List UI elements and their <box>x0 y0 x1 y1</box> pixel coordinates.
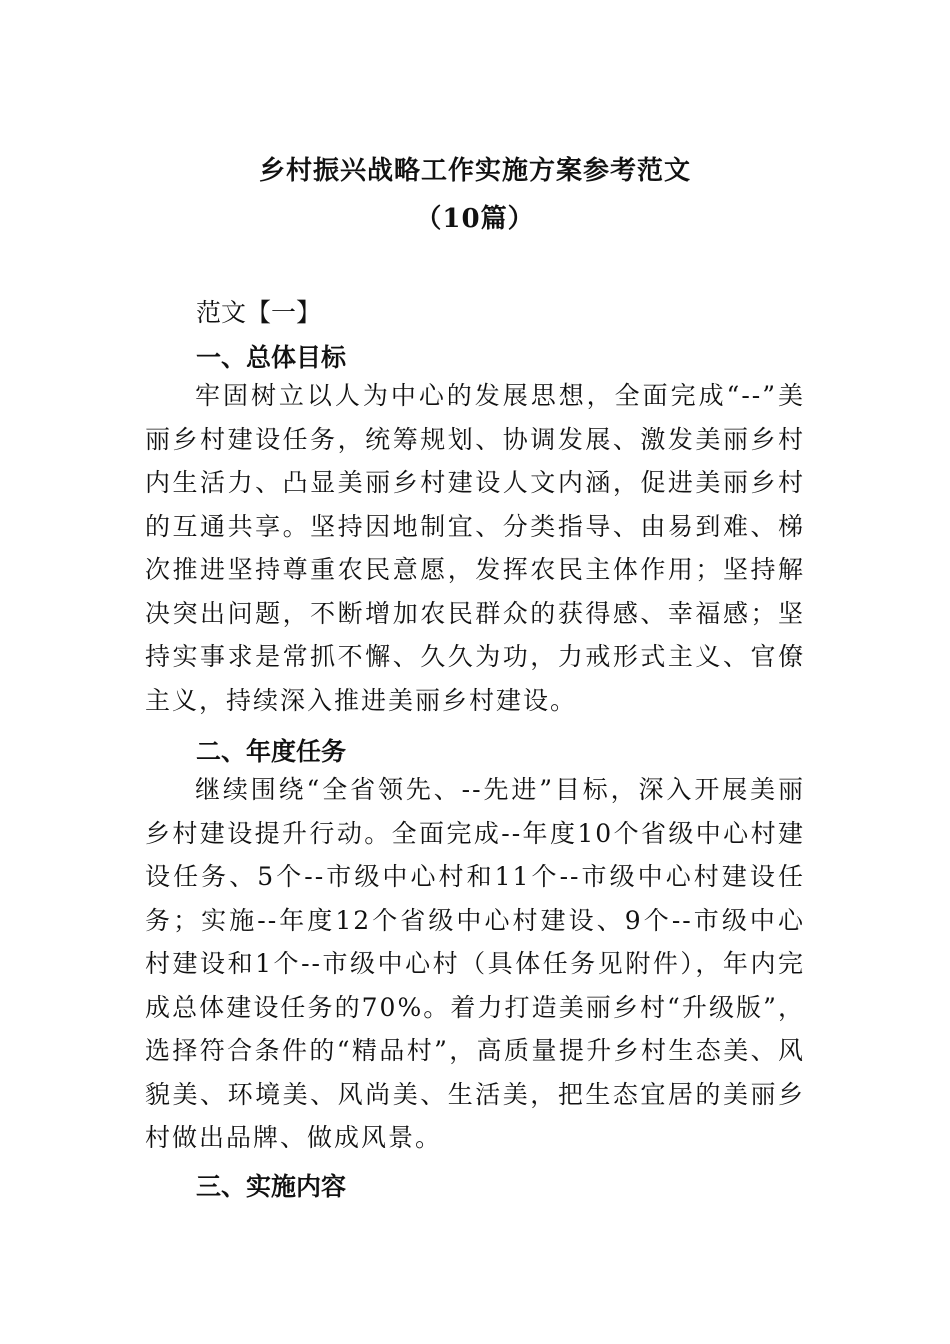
sample-label: 范文【一】 <box>196 298 322 327</box>
document-subtitle: （10篇） <box>415 204 535 234</box>
section-heading-3: 三、实施内容 <box>196 1172 347 1201</box>
section-paragraph-2: 继续围绕“全省领先、--先进”目标，深入开展美丽乡村建设提升行动。全面完成--年度10个省级中心村建设任务、5个--市级中心村和11个--市级中心村建设任务；实施--年度12个省级中心村建设、9个--市级中心村建设和1个--市级中心村（具体任务见附件），年内完成总体建设任务的70%。着力打造美丽乡村“升级版”，选择符合条件的“精品村”，高质量提升乡村生态美、风貌美、环境美、风尚美、生活美，把生态宜居的美丽乡村做出品牌、做成风景。 <box>145 775 805 1152</box>
section-heading-1: 一、总体目标 <box>196 343 347 372</box>
section-paragraph-1: 牢固树立以人为中心的发展思想，全面完成“--”美丽乡村建设任务，统筹规划、协调发展、激发美丽乡村内生活力、凸显美丽乡村建设人文内涵，促进美丽乡村的互通共享。坚持因地制宜、分类指导、由易到难、梯次推进坚持尊重农民意愿，发挥农民主体作用；坚持解决突出问题，不断增加农民群众的获得感、幸福感；坚持实事求是常抓不懈、久久为功，力戒形式主义、官僚主义，持续深入推进美丽乡村建设。 <box>145 381 805 715</box>
section-heading-2: 二、年度任务 <box>196 737 347 766</box>
document-title: 乡村振兴战略工作实施方案参考范文 <box>258 156 691 186</box>
